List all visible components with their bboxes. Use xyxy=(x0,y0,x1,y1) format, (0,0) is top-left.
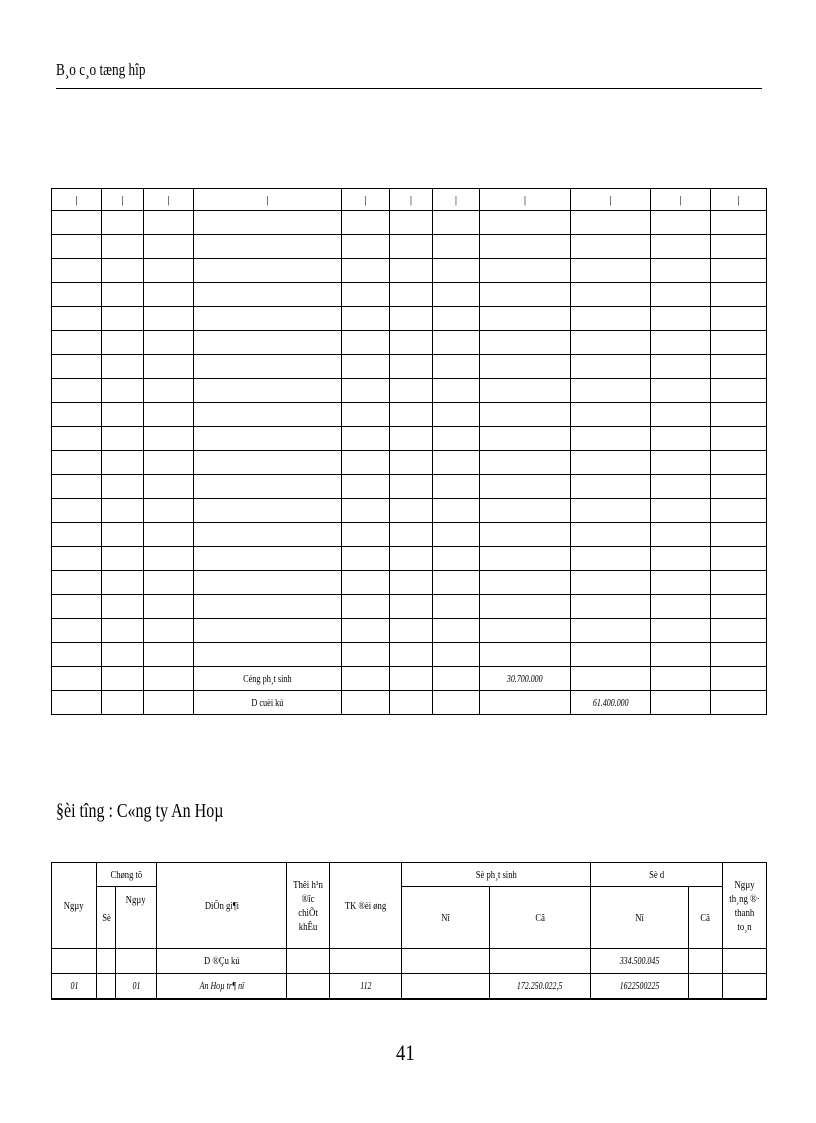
section-title: §èi tîng : C«ng ty An Hoµ xyxy=(56,800,224,822)
header-ngay-ct: Ngµy xyxy=(126,894,146,906)
header-chung-tu: Chøng tõ xyxy=(110,868,143,881)
ledger-header-row xyxy=(52,189,767,211)
table-row xyxy=(52,619,767,643)
header-no2: Nî xyxy=(635,911,644,924)
table-row xyxy=(52,475,767,499)
table-row xyxy=(52,403,767,427)
table-row xyxy=(52,499,767,523)
header-co2: Cã xyxy=(700,911,711,924)
table-row xyxy=(52,427,767,451)
column-tick: | xyxy=(75,193,78,206)
table-row xyxy=(52,643,767,667)
column-tick: | xyxy=(167,193,170,206)
table-row xyxy=(52,379,767,403)
cell-dien-giai: An Hoµ tr¶ nî xyxy=(199,980,244,992)
header-so: Sè xyxy=(101,911,111,924)
column-tick: | xyxy=(523,193,527,206)
header-co: Cã xyxy=(535,911,545,924)
cell-du-no: 1622500225 xyxy=(619,980,660,992)
header-tk-doi-ung: TK ®èi øng xyxy=(344,899,387,912)
ledger-table xyxy=(51,188,767,715)
column-tick: | xyxy=(266,193,269,206)
detail-header-row xyxy=(52,863,767,887)
table-row xyxy=(52,355,767,379)
table-row xyxy=(52,451,767,475)
table-row xyxy=(52,547,767,571)
header-so-du: Sè d xyxy=(648,868,665,881)
table-row xyxy=(52,283,767,307)
header-ngay: Ngµy xyxy=(64,899,84,912)
summary-label: Céng ph¸t sinh xyxy=(243,672,292,685)
header-rule xyxy=(56,88,762,89)
summary-credit: 61.400.000 xyxy=(592,696,629,709)
table-row xyxy=(52,331,767,355)
ledger-summary-row xyxy=(52,667,767,691)
table-row xyxy=(52,974,767,1000)
column-tick: | xyxy=(609,193,612,206)
column-tick: | xyxy=(454,193,458,206)
header-ngay-thanh-toan: Ngµy th¸ng ®· thanh to¸n xyxy=(729,878,760,933)
column-tick: | xyxy=(737,193,740,206)
column-tick: | xyxy=(364,193,367,206)
cell-ngay-ct: 01 xyxy=(132,980,140,992)
summary-debit: 30.700.000 xyxy=(507,672,543,685)
page-number: 41 xyxy=(396,1040,415,1065)
cell-dien-giai: D ®Çu kú xyxy=(203,955,240,967)
detail-table xyxy=(51,862,767,1000)
table-row xyxy=(52,571,767,595)
cell-tk: 112 xyxy=(359,980,372,992)
table-row xyxy=(52,595,767,619)
column-tick: | xyxy=(679,193,682,206)
header-no: Nî xyxy=(441,911,450,924)
ledger-summary-row xyxy=(52,691,767,715)
cell-du-no: 334.500.045 xyxy=(619,955,660,967)
cell-ps-co: 172.250.022,5 xyxy=(517,980,563,992)
table-row xyxy=(52,211,767,235)
column-tick: | xyxy=(121,193,124,206)
header-dien-giai: DiÔn gi¶i xyxy=(204,899,239,912)
table-row xyxy=(52,949,767,974)
header-so-phat-sinh: Sè ph¸t sinh xyxy=(475,868,517,881)
table-row xyxy=(52,235,767,259)
summary-label: D cuèi kú xyxy=(251,696,284,709)
header-thoi-han: Thêi h¹n ®îc chiÕt khÊu xyxy=(293,878,323,933)
table-row xyxy=(52,307,767,331)
cell-ngay: 01 xyxy=(70,980,78,992)
report-title: B¸o c¸o tæng hîp xyxy=(56,60,146,79)
table-row xyxy=(52,523,767,547)
column-tick: | xyxy=(409,193,413,206)
table-row xyxy=(52,259,767,283)
